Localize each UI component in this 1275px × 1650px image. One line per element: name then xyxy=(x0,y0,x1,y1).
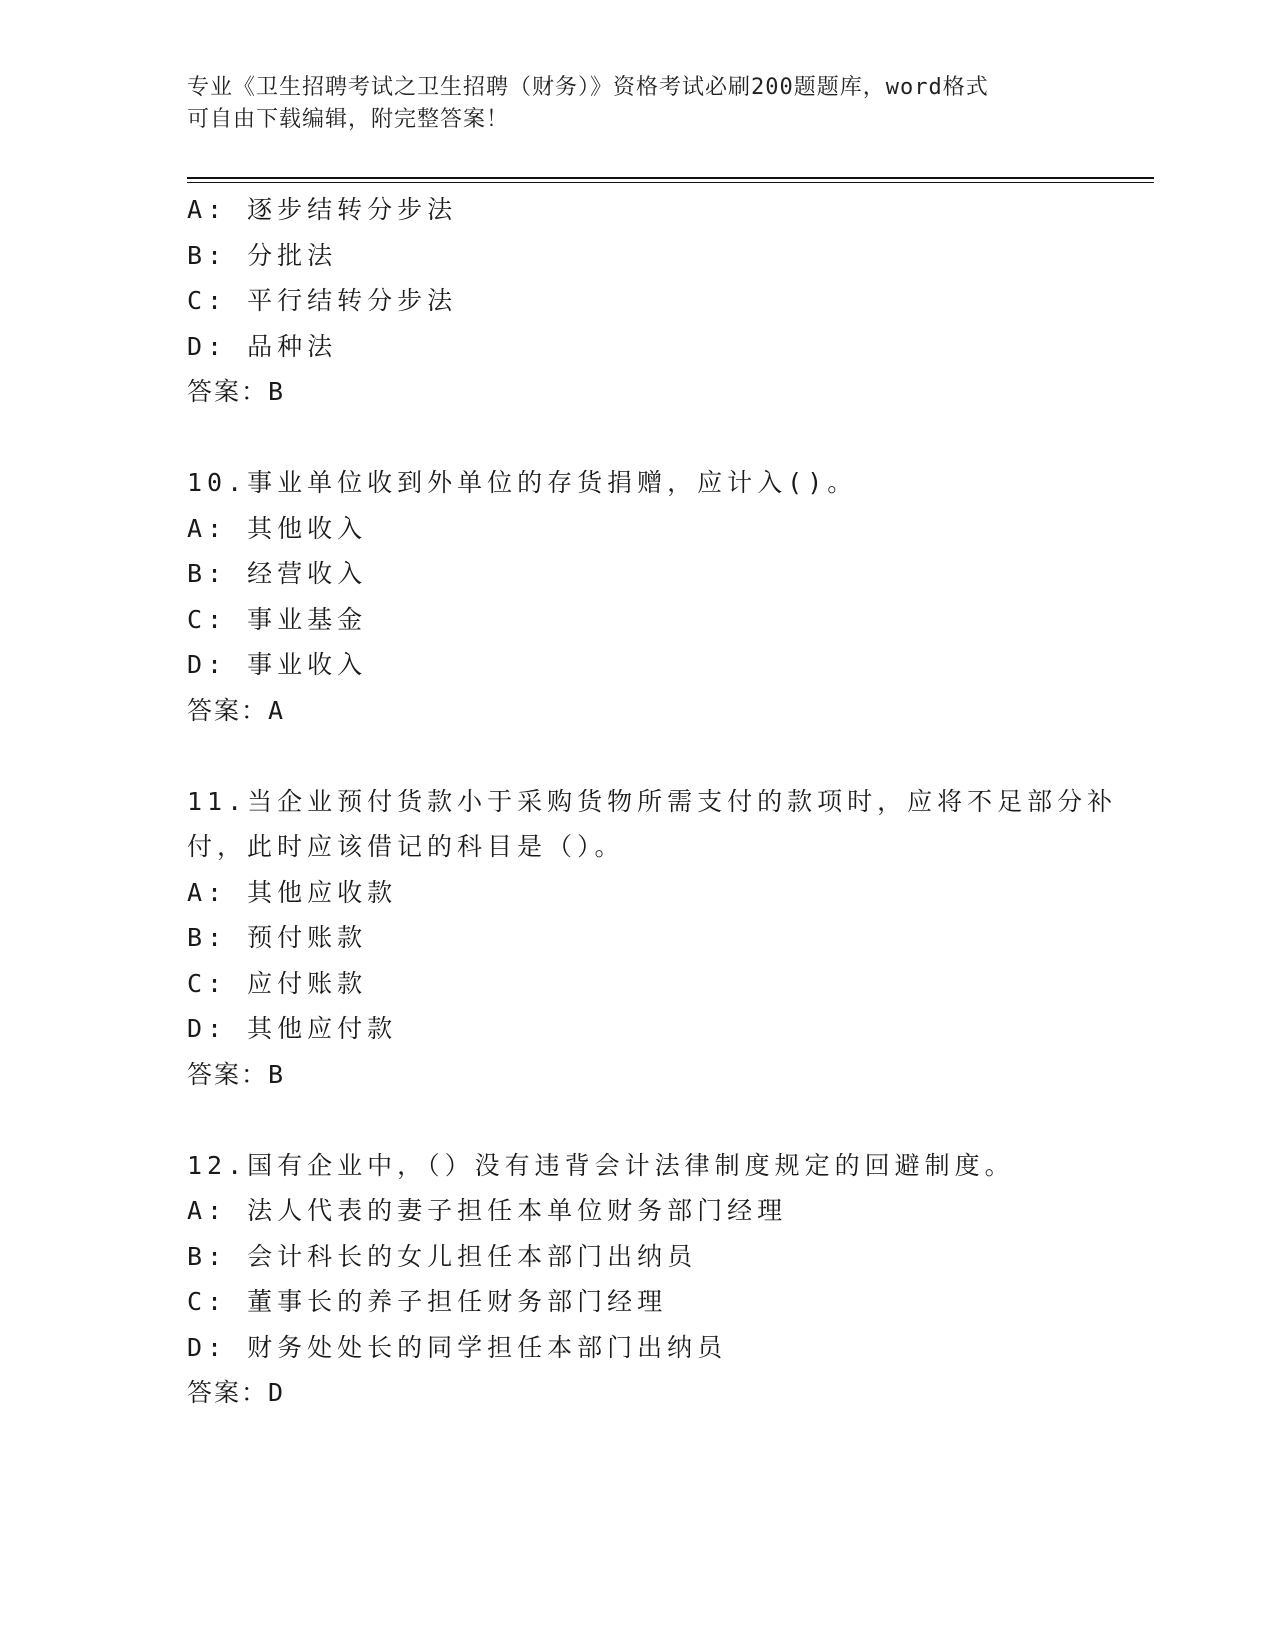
option-c: C: 董事长的养子担任财务部门经理 xyxy=(187,1287,668,1316)
option-c: C: 平行结转分步法 xyxy=(187,286,458,315)
question-stem: 10.事业单位收到外单位的存货捐赠，应计入()。 xyxy=(187,468,858,497)
header-divider-top xyxy=(187,177,1154,179)
question-stem: 12.国有企业中，（）没有违背会计法律制度规定的回避制度。 xyxy=(187,1150,1015,1180)
option-d: D: 财务处处长的同学担任本部门出纳员 xyxy=(187,1332,728,1362)
header-line-1: 专业《卫生招聘考试之卫生招聘（财务）》资格考试必刷200题题库，word格式 xyxy=(187,75,989,100)
option-b: B: 分批法 xyxy=(187,240,338,270)
header-line-2: 可自由下载编辑，附完整答案！ xyxy=(187,107,510,132)
option-a: A: 其他应收款 xyxy=(187,877,398,907)
option-b: B: 会计科长的女儿担任本部门出纳员 xyxy=(187,1241,698,1271)
option-b: B: 预付账款 xyxy=(187,923,368,952)
question-stem: 11.当企业预付货款小于采购货物所需支付的款项时，应将不足部分补 xyxy=(187,786,1118,816)
answer-line: 答案：A xyxy=(187,695,286,725)
question-block-11 xyxy=(187,779,1118,1098)
spacer xyxy=(187,415,1087,461)
page-header xyxy=(187,72,1087,136)
question-list xyxy=(187,187,1118,1416)
question-block-12 xyxy=(187,1143,1087,1416)
answer-line: 答案：B xyxy=(187,1059,286,1089)
answer-line: 答案：D xyxy=(187,1378,286,1407)
spacer xyxy=(187,733,1087,779)
option-d: D: 其他应付款 xyxy=(187,1014,398,1043)
option-a: A: 逐步结转分步法 xyxy=(187,195,458,224)
question-stem-continued: 付，此时应该借记的科目是（）。 xyxy=(187,832,625,861)
option-b: B: 经营收入 xyxy=(187,559,368,588)
option-d: D: 事业收入 xyxy=(187,650,368,679)
option-a: A: 法人代表的妻子担任本单位财务部门经理 xyxy=(187,1196,788,1225)
header-divider-bottom xyxy=(187,182,1154,183)
answer-line: 答案：B xyxy=(187,377,286,406)
option-d: D: 品种法 xyxy=(187,331,338,361)
question-block-10 xyxy=(187,460,1087,733)
option-c: C: 应付账款 xyxy=(187,968,368,998)
spacer xyxy=(187,1097,1087,1143)
option-a: A: 其他收入 xyxy=(187,513,368,543)
question-block-prev xyxy=(187,187,1087,415)
option-c: C: 事业基金 xyxy=(187,604,368,634)
